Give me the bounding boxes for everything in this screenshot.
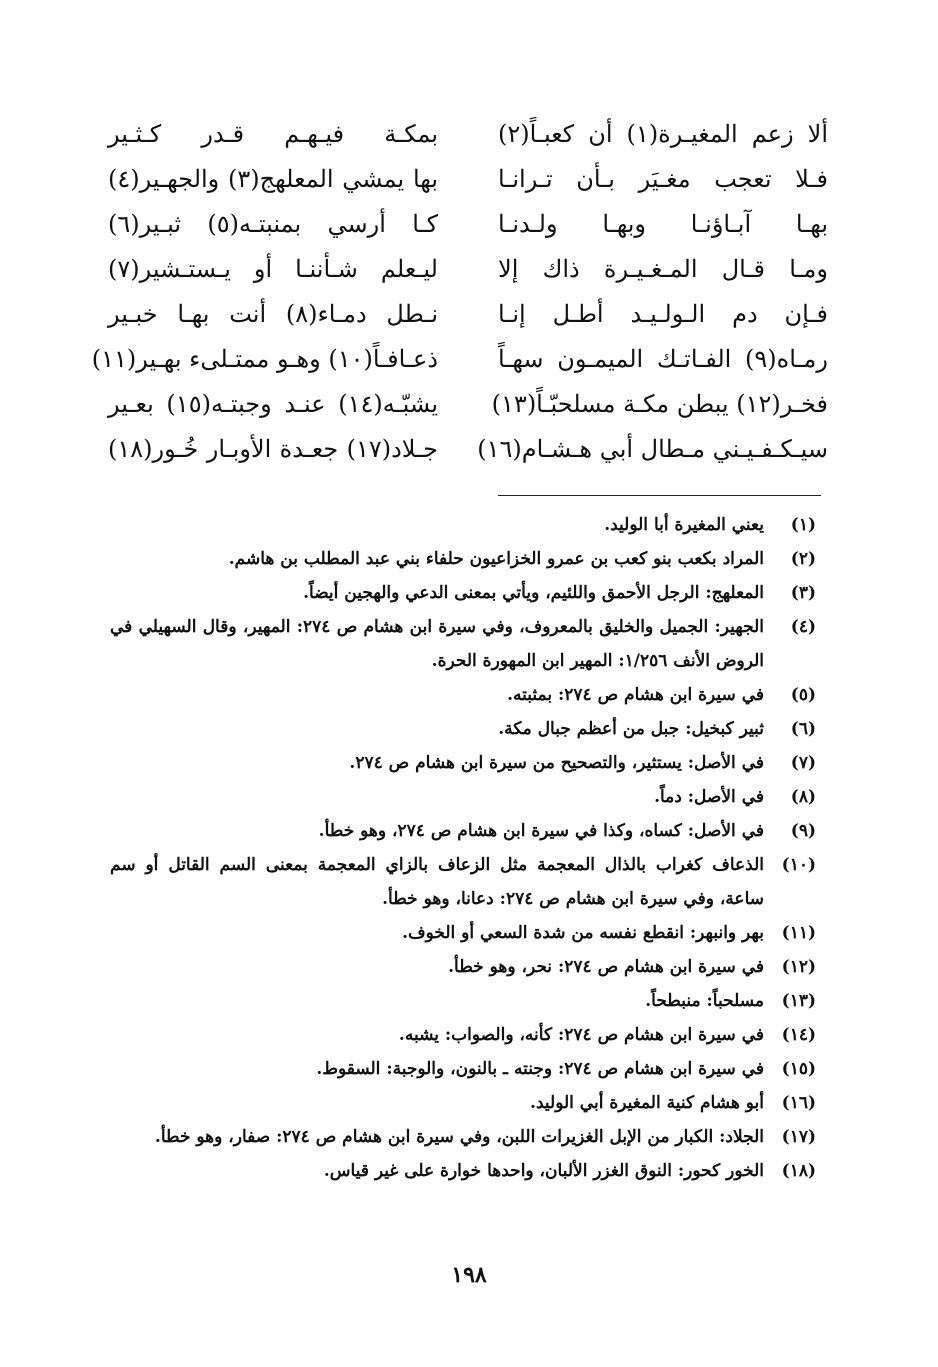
footnote	[110, 610, 816, 678]
verse-second-hemistich: كـا أرسي بمنبتـه(٥) ثبـير(٦)	[108, 210, 438, 238]
footnote-number: (١)	[790, 515, 816, 535]
poem-verse	[91, 337, 828, 382]
footnote-number: (١٣)	[781, 991, 816, 1011]
footnote-text: المراد بكعب بنو كعب بن عمرو الخزاعيون حلفاء بني عبد المطلب بن هاشم.	[228, 549, 764, 569]
footnote-text: في سيرة ابن هشام ص ٢٧٤: نحر، وهو خطأ.	[448, 957, 764, 977]
footnote-text: الجهير: الجميل والخليق بالمعروف، وفي سيرة ابن هشام ص ٢٧٤: المهير، وقال السهيلي في الروض الأنف ١/٢٥٦: المهير ابن المهورة الحرة.	[110, 617, 765, 671]
footnote-number: (٧)	[790, 753, 816, 773]
footnote-text: في الأصل: كساه، وكذا في سيرة ابن هشام ص ٢٧٤، وهو خطأ.	[318, 821, 764, 841]
footnote-text: ثبير كبخيل: جبل من أعظم جبال مكة.	[498, 719, 764, 739]
footnote	[110, 1154, 816, 1188]
verse-first-hemistich: فـلا تعجب مغـيَر بـأن تـرانـا	[498, 165, 828, 193]
footnote-text: المعلهج: الرجل الأحمق واللئيم، ويأتي بمعنى الدعي والهجين أيضاً.	[303, 583, 764, 603]
footnote-number: (١٢)	[781, 957, 816, 977]
footnote	[110, 678, 816, 712]
footnote	[110, 542, 816, 576]
footnote-text: في سيرة ابن هشام ص ٢٧٤: كأنه، والصواب: يشبه.	[398, 1025, 764, 1045]
poem-verse	[108, 382, 828, 427]
poem-verse	[108, 247, 828, 292]
footnote-text: الذعاف كغراب بالذال المعجمة مثل الزعاف بالزاي المعجمة بمعنى السم القاتل أو سم ساعة، وفي سيرة ابن هشام ص ٢٧٤: دعانا، وهو خطأ.	[110, 855, 764, 909]
poem-verse	[108, 292, 828, 337]
footnote-text: في سيرة ابن هشام ص ٢٧٤: بمثبته.	[507, 685, 764, 705]
footnote-text: الخور كحور: النوق الغزر الألبان، واحدها خوارة على غير قياس.	[323, 1161, 764, 1181]
verse-second-hemistich: ذعـافـاً(١٠) وهـو ممتـلىء بهـير(١١)	[91, 345, 438, 373]
footnote-number: (١١)	[781, 923, 816, 943]
footnote	[110, 814, 816, 848]
verse-second-hemistich: يشبّـه(١٤) عنـد وجبتـه(١٥) بعـير	[108, 390, 438, 418]
footnote	[110, 1086, 816, 1120]
footnote	[110, 780, 816, 814]
verse-first-hemistich: ومـا قـال المـغـيـرة ذاك إلا	[498, 255, 828, 283]
poem	[91, 112, 828, 472]
verse-second-hemistich: بمكـة فيـهـم قـدر كـثـير	[108, 120, 438, 148]
verse-first-hemistich: رمـاه(٩) الفـاتـك الميمـون سهـاً	[498, 345, 828, 373]
footnote-number: (١٥)	[781, 1059, 816, 1079]
footnote-number: (١٦)	[781, 1093, 816, 1113]
footnote	[110, 1052, 816, 1086]
verse-second-hemistich: ليـعلم شـأننـا أو يـستـشير(٧)	[108, 255, 438, 283]
footnote-text: في الأصل: دماً.	[654, 787, 764, 807]
footnote	[110, 848, 816, 916]
footnote-number: (٥)	[790, 685, 816, 705]
footnote-number: (١٠)	[781, 855, 816, 875]
footnotes	[110, 508, 816, 1188]
footnote-number: (١٤)	[781, 1025, 816, 1045]
footnote	[110, 712, 816, 746]
footnote-text: الجلاد: الكبار من الإبل الغزيرات اللبن، وفي سيرة ابن هشام ص ٢٧٤: صفار، وهو خطأ.	[154, 1127, 764, 1147]
verse-first-hemistich: ألا زعم المغيـرة(١) أن كعبـاً(٢)	[498, 120, 828, 148]
footnote-number: (١٨)	[781, 1161, 816, 1181]
poem-verse	[108, 157, 828, 202]
footnote-separator	[498, 495, 821, 496]
footnote-number: (٤)	[790, 617, 816, 637]
footnote	[110, 1018, 816, 1052]
footnote-number: (٨)	[790, 787, 816, 807]
footnote	[110, 576, 816, 610]
footnote-text: يعني المغيرة أبا الوليد.	[604, 515, 764, 535]
verse-first-hemistich: فـإن دم الـولـيـد أطـل إنـا	[498, 300, 828, 328]
footnote-text: في الأصل: يستثير، والتصحيح من سيرة ابن هشام ص ٢٧٤.	[349, 753, 764, 773]
poem-verse	[108, 202, 828, 247]
poem-verse	[108, 112, 828, 157]
verse-first-hemistich: بهـا آبـاؤنـا وبهـا ولـدنـا	[498, 210, 828, 238]
verse-second-hemistich: نـطل دمـاء(٨) أنت بهـا خبـير	[108, 300, 438, 328]
poem-verse	[108, 427, 828, 472]
footnote	[110, 984, 816, 1018]
verse-first-hemistich: فخـر(١٢) يبطن مكـة مسلحبّـاً(١٣)	[491, 390, 828, 418]
footnote	[110, 916, 816, 950]
footnote	[110, 508, 816, 542]
footnote-text: بهر وانبهر: انقطع نفسه من شدة السعي أو الخوف.	[402, 923, 764, 943]
verse-first-hemistich: سيـكـفـيـني مـطال أبي هـشـام(١٦)	[477, 435, 828, 463]
page-number: ١٩٨	[451, 1262, 487, 1288]
footnote-number: (٢)	[790, 549, 816, 569]
footnote-number: (٦)	[790, 719, 816, 739]
verse-second-hemistich: جـلاد(١٧) جعـدة الأوبـار خُـور(١٨)	[108, 435, 438, 463]
footnote	[110, 950, 816, 984]
footnote-text: أبو هشام كنية المغيرة أبي الوليد.	[530, 1093, 764, 1113]
footnote-number: (٩)	[790, 821, 816, 841]
footnote	[110, 746, 816, 780]
footnote-text: في سيرة ابن هشام ص ٢٧٤: وجنته ـ بالنون، والوجبة: السقوط.	[316, 1059, 764, 1079]
verse-second-hemistich: بها يمشي المعلهج(٣) والجهـير(٤)	[108, 165, 439, 193]
footnote-number: (١٧)	[781, 1127, 816, 1147]
footnote-text: مسلحباً: منبطحاً.	[645, 991, 764, 1011]
footnote	[110, 1120, 816, 1154]
footnote-number: (٣)	[790, 583, 816, 603]
